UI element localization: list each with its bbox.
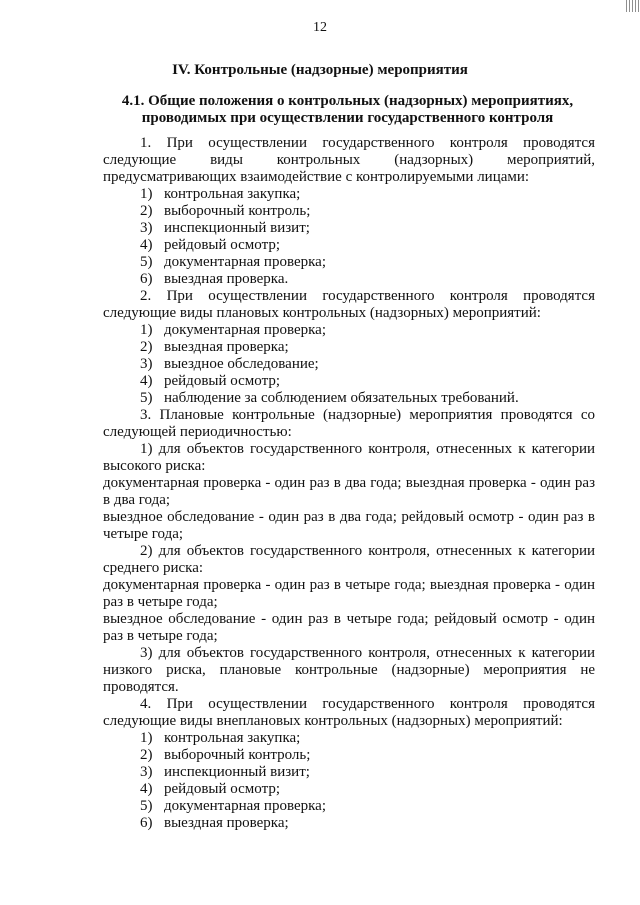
list-item [103,203,595,220]
list-item-number: 3) [140,220,153,236]
list-item-text: наблюдение за соблюдением обязательных требований. [164,390,519,406]
list-item-number: 2) [140,339,153,355]
list-item-text: документарная проверка; [164,322,326,338]
list-item-text: контрольная закупка; [164,730,301,746]
list-item-text: выездная проверка; [164,339,289,355]
list-item-number: 5) [140,254,153,270]
list-item [103,186,595,203]
high-risk-heading: 1) для объектов государственного контроля, отнесенных к категории высокого риска: [103,441,595,474]
high-risk-line-2: выездное обследование - один раз в два года; рейдовый осмотр - один раз в четыре года; [103,509,595,542]
list-item-number: 1) [140,322,153,338]
medium-risk-line-1: документарная проверка - один раз в четыре года; выездная проверка - один раз в четыре года; [103,577,595,610]
list-item [103,322,595,339]
list-item-number: 5) [140,390,153,406]
list-item-number: 4) [140,237,153,253]
list-item-text: документарная проверка; [164,254,326,270]
paragraph-4: 4. При осуществлении государственного контроля проводятся следующие виды внеплановых контрольных (надзорных) мероприятий: [103,696,595,729]
paragraph-2: 2. При осуществлении государственного контроля проводятся следующие виды плановых контрольных (надзорных) мероприятий: [103,288,595,321]
list-item [103,356,595,373]
low-risk-paragraph: 3) для объектов государственного контроля, отнесенных к категории низкого риска, плановые контрольные (надзорные) мероприятия не проводятся. [103,645,595,695]
list-item-number: 2) [140,203,153,219]
medium-risk-line-2: выездное обследование - один раз в четыре года; рейдовый осмотр - один раз в четыре года; [103,611,595,644]
page-number: 12 [313,20,327,35]
list-item-text: выездная проверка. [164,271,289,287]
list-item-number: 6) [140,815,153,831]
list-item [103,764,595,781]
list-item [103,254,595,271]
list-item-text: инспекционный визит; [164,764,310,780]
list-item [103,237,595,254]
list-item-text: рейдовый осмотр; [164,373,280,389]
section-title: IV. Контрольные (надзорные) мероприятия [172,62,468,78]
list-4 [103,730,595,832]
list-item-number: 4) [140,781,153,797]
list-item [103,220,595,237]
paragraph-1: 1. При осуществлении государственного контроля проводятся следующие виды контрольных (надзорных) мероприятий, предусматривающих взаимодействие с контролируемыми лицами: [103,135,595,185]
list-item-number: 1) [140,186,153,202]
list-item [103,730,595,747]
list-item [103,815,595,832]
list-item-text: выездное обследование; [164,356,319,372]
medium-risk-heading: 2) для объектов государственного контроля, отнесенных к категории среднего риска: [103,543,595,576]
list-item-text: инспекционный визит; [164,220,310,236]
list-item [103,373,595,390]
list-item-text: выборочный контроль; [164,203,311,219]
list-item-number: 6) [140,271,153,287]
list-item-number: 1) [140,730,153,746]
list-2 [103,322,595,407]
list-item-text: документарная проверка; [164,798,326,814]
list-item-text: контрольная закупка; [164,186,301,202]
list-item-number: 2) [140,747,153,763]
document-body [103,135,595,832]
high-risk-line-1: документарная проверка - один раз в два года; выездная проверка - один раз в два года; [103,475,595,508]
list-item [103,747,595,764]
list-item-text: рейдовый осмотр; [164,237,280,253]
paragraph-3: 3. Плановые контрольные (надзорные) мероприятия проводятся со следующей периодичностью: [103,407,595,440]
list-item [103,798,595,815]
list-item-text: выборочный контроль; [164,747,311,763]
list-item-number: 4) [140,373,153,389]
list-item-number: 3) [140,356,153,372]
list-item-number: 5) [140,798,153,814]
scan-corner-mark [626,0,640,12]
list-item-text: выездная проверка; [164,815,289,831]
list-item [103,339,595,356]
list-item [103,781,595,798]
list-item-number: 3) [140,764,153,780]
list-item-text: рейдовый осмотр; [164,781,280,797]
list-item [103,271,595,288]
list-1 [103,186,595,288]
subsection-title: 4.1. Общие положения о контрольных (надзорных) мероприятиях, проводимых при осуществлении государственного контроля [121,93,574,126]
list-item [103,390,595,407]
